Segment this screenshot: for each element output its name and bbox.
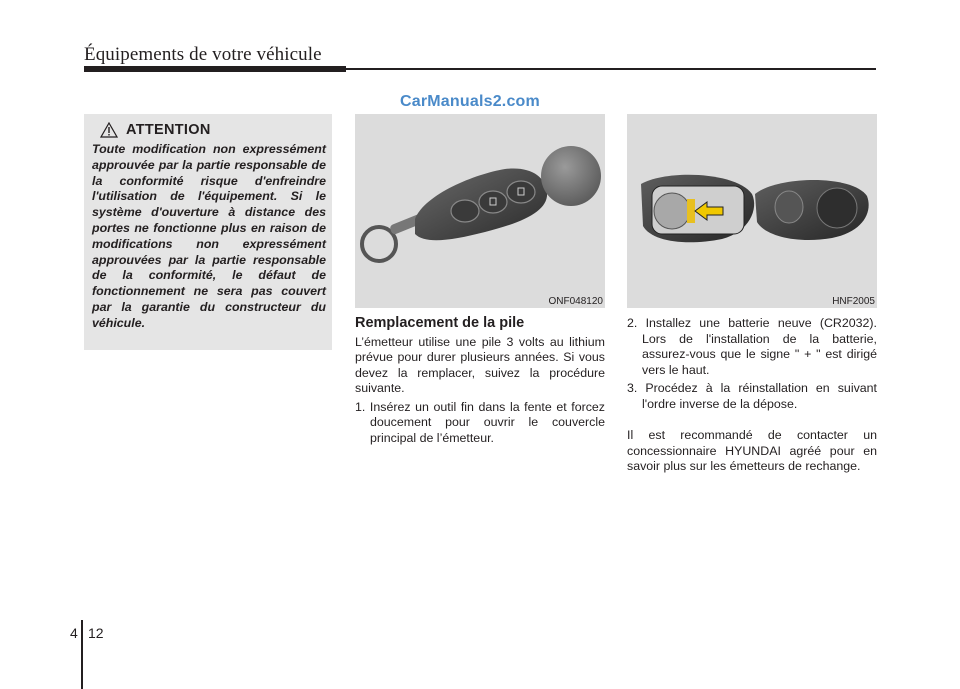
dealer-note: Il est recommandé de contacter un concessionnaire HYUNDAI agréé pour en savoir plus sur les émetteurs de rechange. (627, 428, 877, 473)
figure-open-key-fob (627, 114, 877, 308)
caution-header (100, 122, 326, 138)
figure-code: HNF2005 (828, 296, 877, 308)
key-fob-with-battery-icon (355, 114, 605, 308)
page-number: 12 (88, 625, 104, 641)
caution-box (84, 114, 332, 350)
caution-title: ATTENTION (126, 122, 211, 138)
battery-replacement-column-2 (627, 316, 877, 478)
warning-icon (100, 122, 118, 138)
chapter-number: 4 (70, 625, 78, 641)
footer-rule (81, 620, 83, 689)
section-intro: L’émetteur utilise une pile 3 volts au lithium prévue pour durer plusieurs années. Si vous devez la remplacer, suivez la procédure suivante. (355, 334, 605, 395)
step-1: 1. Insérez un outil fin dans la fente et forcez doucement pour ouvrir le couvercle principal de l’émetteur. (355, 399, 605, 445)
step-2: 2. Installez une batterie neuve (CR2032). Lors de l'installation de la batterie, assurez-vous que le signe " + " est dirigé vers le haut. (627, 316, 877, 377)
watermark: CarManuals2.com (400, 93, 540, 110)
section-title: Remplacement de la pile (355, 315, 525, 331)
spacer (627, 415, 877, 428)
step-3: 3. Procédez à la réinstallation en suivant l'ordre inverse de la dépose. (627, 381, 877, 411)
header-rule-thick (84, 66, 346, 72)
page-header-title: Équipements de votre véhicule (84, 44, 322, 65)
caution-text: Toute modification non expressément approuvée par la partie responsable de la conformité risque d'enfreindre l'utilisation de l'équipement. Si le système d'ouverture à distance des portes ne fonctionne plus en raison de modifications non expressément approuvées par la partie responsable de la conformité, le défaut de fonctionnement ne sera pas couvert par la garantie du constructeur du véhicule. (92, 142, 326, 330)
figure-key-fob-battery (355, 114, 605, 308)
figure-code: ONF048120 (545, 296, 605, 308)
key-fob-open-battery-compartment-icon (627, 114, 877, 308)
battery-replacement-column-1 (355, 316, 605, 449)
header-rule-thin (346, 68, 876, 70)
